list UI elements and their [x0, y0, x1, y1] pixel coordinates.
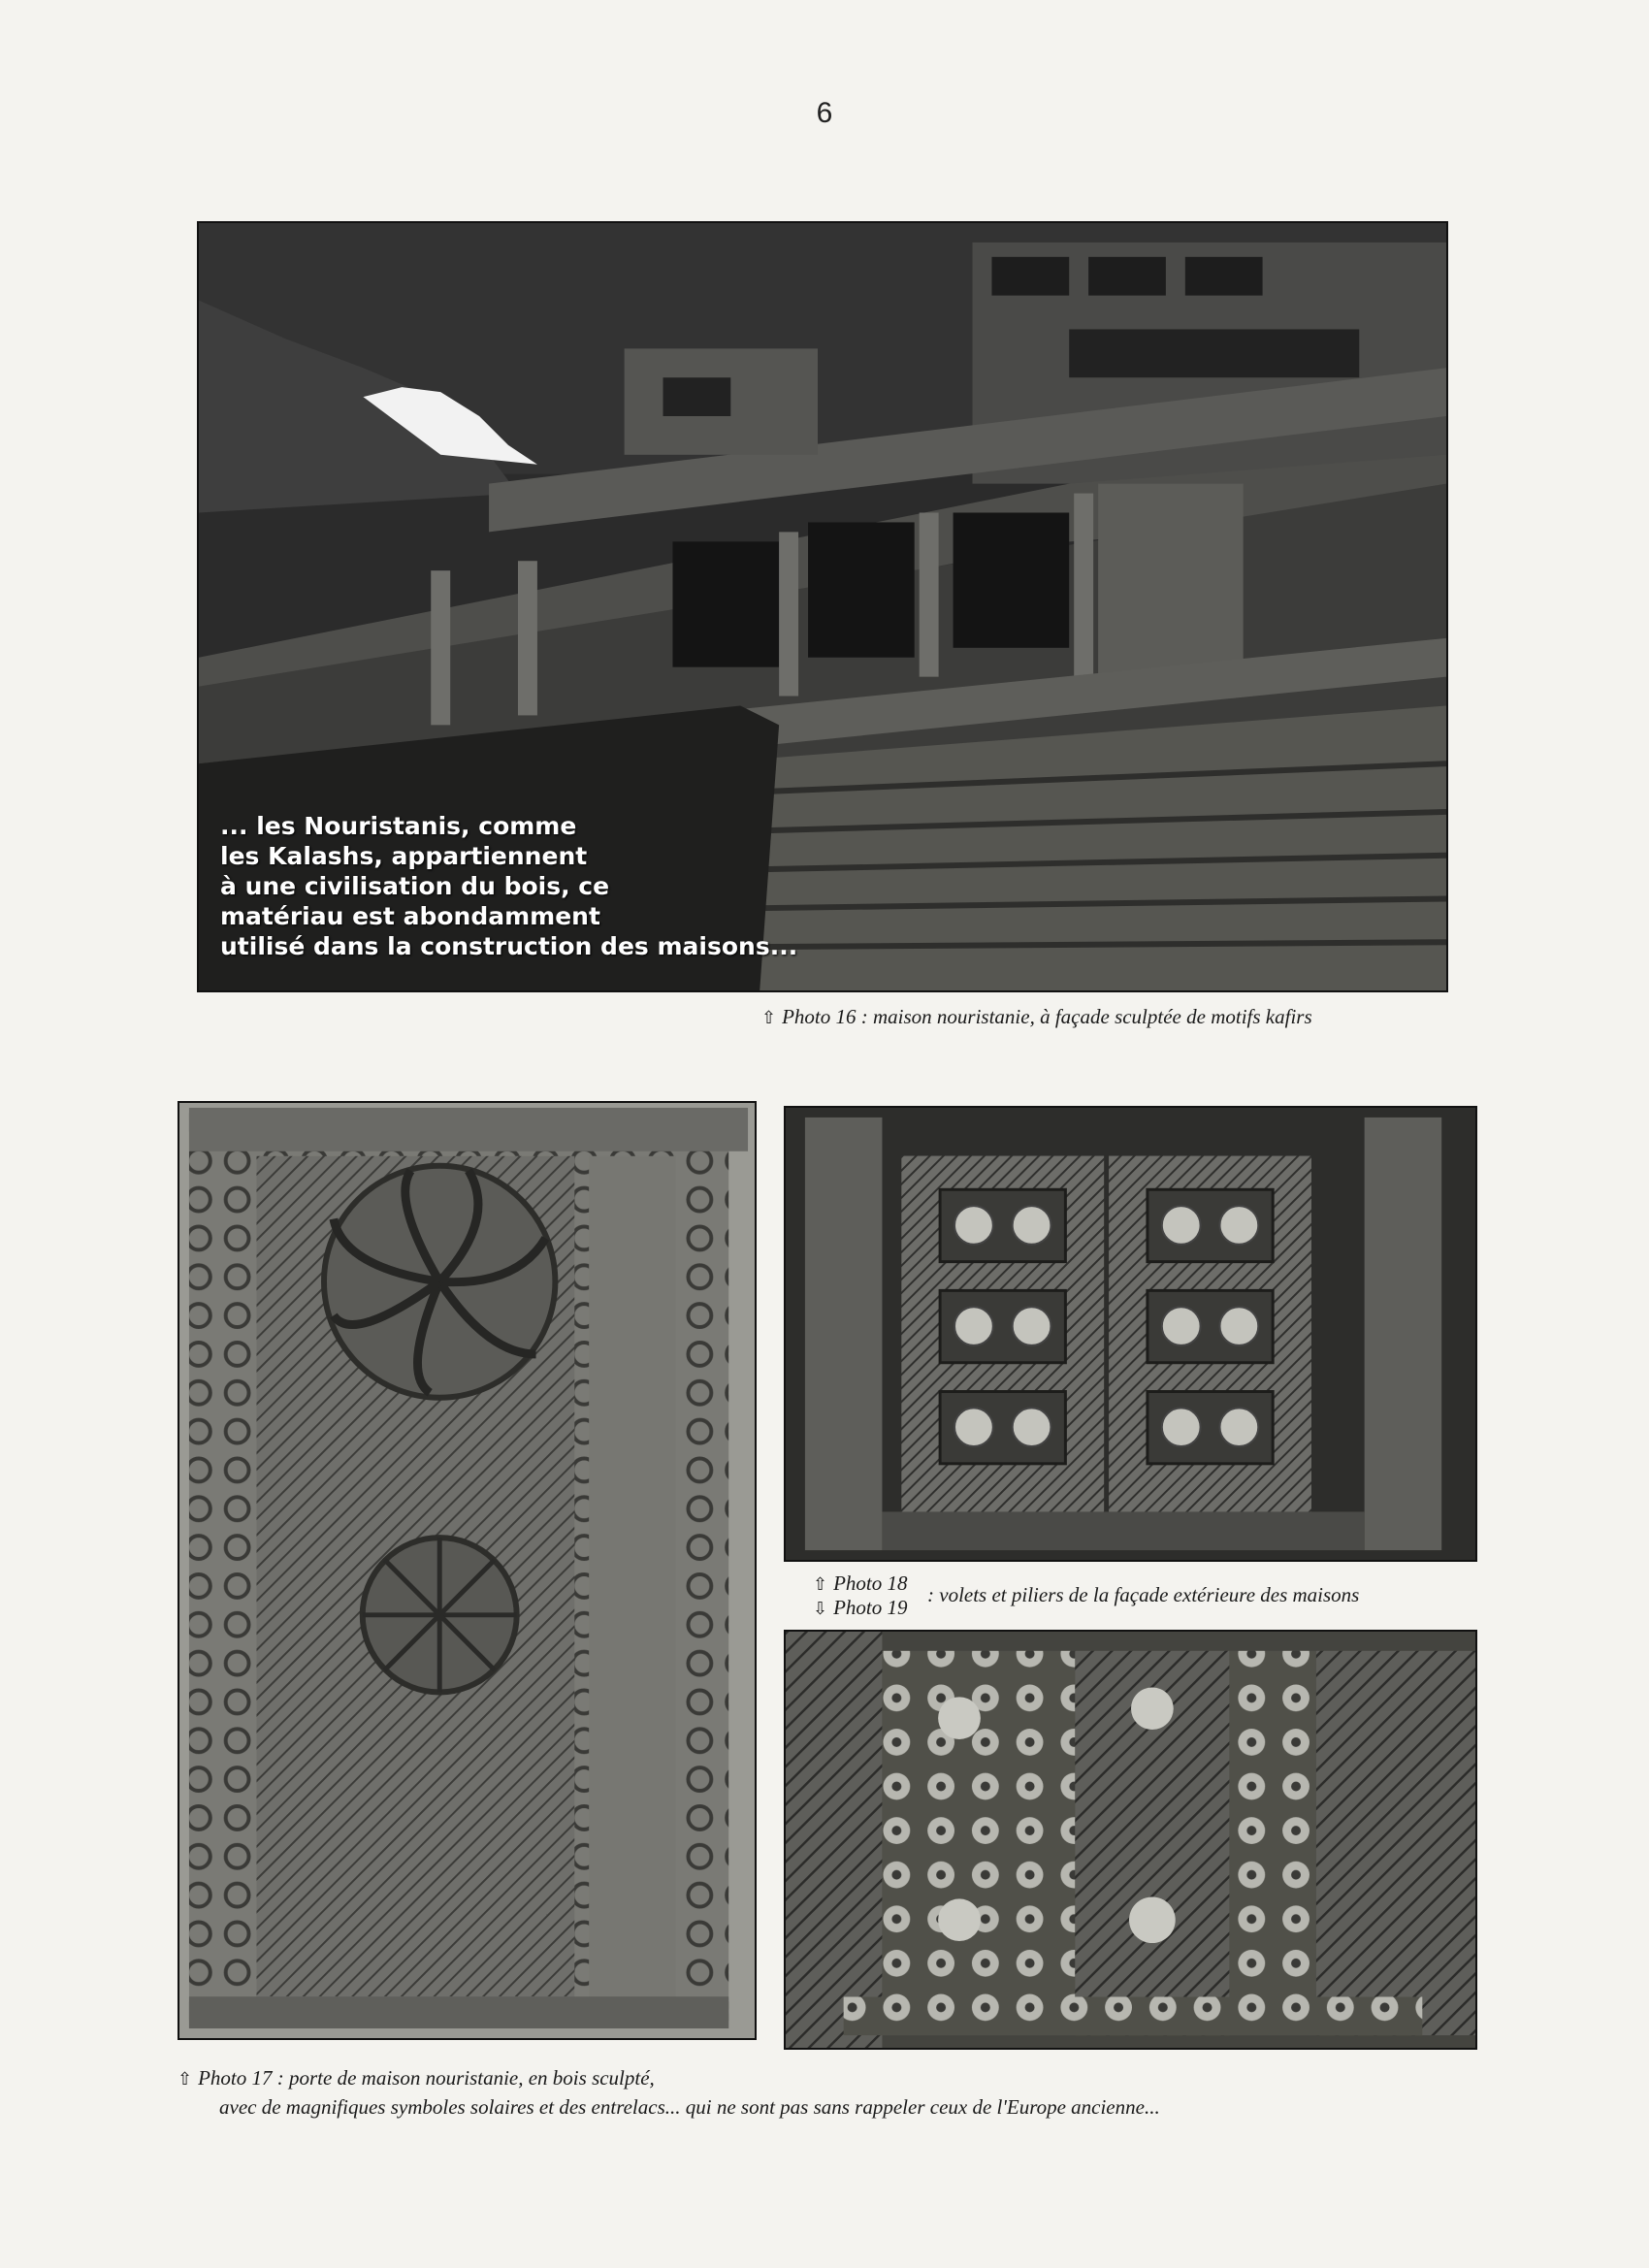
carved-door-image	[179, 1103, 755, 2038]
photo-16-house-facade	[197, 221, 1448, 992]
photo-17-caption-line-2: avec de magnifiques symboles solaires et des entrelacs... qui ne sont pas sans rappeler ceux de l'Europe ancienne...	[219, 2095, 1160, 2119]
up-arrow-icon: ⇧	[178, 2069, 193, 2090]
photo-17-caption-line-1	[178, 2066, 655, 2090]
photo-17-caption-line-1-text: Photo 17 : porte de maison nouristanie, en bois sculpté,	[198, 2066, 655, 2090]
photo-17-carved-door	[178, 1101, 757, 2040]
photo-18-19-caption	[813, 1571, 1360, 1620]
overlay-line: les Kalashs, appartiennent	[220, 842, 588, 870]
photo-18-label	[813, 1571, 908, 1596]
overlay-line: ... les Nouristanis, comme	[220, 812, 577, 840]
pillars-image	[786, 1632, 1475, 2048]
photo-16-caption	[761, 1005, 1312, 1029]
up-arrow-icon: ⇧	[813, 1574, 828, 1595]
photo-17-caption	[178, 2064, 1160, 2122]
shutters-image	[786, 1108, 1475, 1560]
up-arrow-icon: ⇧	[761, 1008, 777, 1028]
photo-16-caption-text: Photo 16 : maison nouristanie, à façade sculptée de motifs kafirs	[782, 1005, 1312, 1028]
photo-18-19-caption-text: : volets et piliers de la façade extérieure des maisons	[927, 1583, 1360, 1606]
photo-19-label	[813, 1596, 908, 1620]
down-arrow-icon: ⇩	[813, 1599, 828, 1619]
photo-18-shutters	[784, 1106, 1477, 1562]
photo-16-overlay-quote	[220, 811, 822, 961]
photo-19-pillars	[784, 1630, 1477, 2050]
photo-18-label-text: Photo 18	[833, 1571, 908, 1595]
overlay-line: utilisé dans la construction des maisons...	[220, 932, 798, 960]
photo-19-label-text: Photo 19	[833, 1596, 908, 1619]
page-number: 6	[816, 97, 833, 129]
overlay-line: matériau est abondamment	[220, 902, 600, 930]
overlay-line: à une civilisation du bois, ce	[220, 872, 610, 900]
